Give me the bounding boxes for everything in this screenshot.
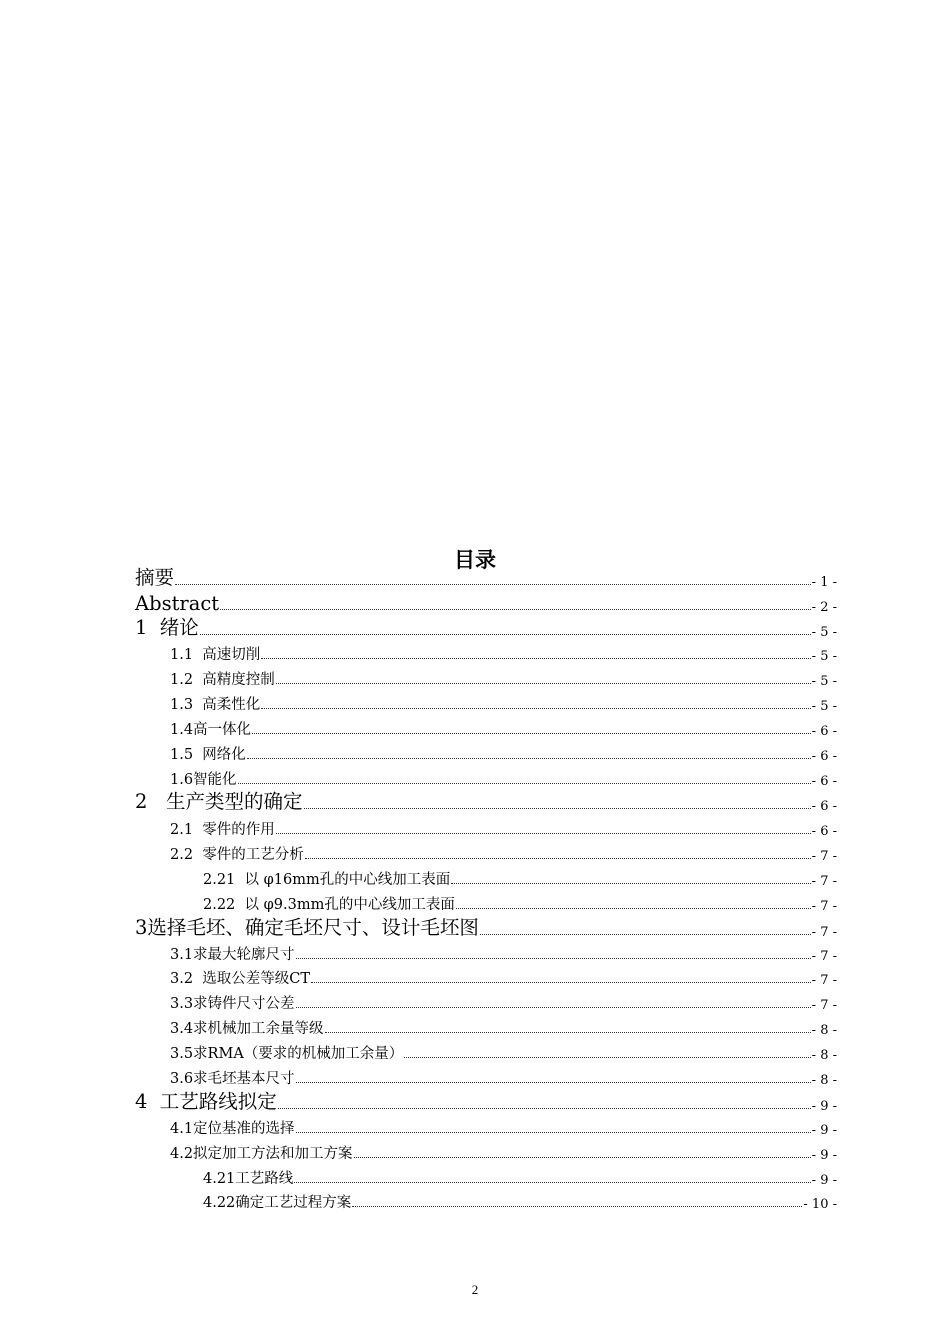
toc-entry[interactable] (170, 964, 837, 988)
toc-entry[interactable] (203, 890, 837, 914)
toc-entry[interactable] (170, 690, 837, 714)
toc-entry-label: 4.21工艺路线 (203, 1171, 294, 1187)
toc-entry-page: - 7 - (811, 973, 837, 988)
toc-entry-page: - 5 - (811, 699, 837, 714)
toc-entry[interactable] (135, 790, 837, 814)
toc-dot-leader (247, 758, 811, 759)
toc-entry[interactable] (135, 616, 837, 640)
toc-entry[interactable] (203, 1164, 837, 1188)
toc-dot-leader (276, 683, 811, 684)
toc-entry-page: - 9 - (811, 1123, 837, 1138)
toc-dot-leader (325, 1032, 811, 1033)
toc-entry-label: Abstract (135, 592, 220, 615)
toc-entry[interactable] (135, 916, 837, 940)
toc-entry-page: - 1 - (811, 575, 837, 590)
toc-entry[interactable] (170, 1014, 837, 1038)
toc-entry-label: 2.1 零件的作用 (170, 822, 275, 838)
toc-dot-leader (200, 634, 811, 635)
toc-entry-label: 4.2拟定加工方法和加工方案 (170, 1146, 353, 1162)
toc-entry-label: 2 生产类型的确定 (135, 790, 303, 813)
toc-entry-page: - 9 - (811, 1173, 837, 1188)
toc-entry-page: - 7 - (811, 949, 837, 964)
toc-entry-label: 3.6求毛坯基本尺寸 (170, 1071, 295, 1087)
toc-entry-label: 1 绪论 (135, 616, 199, 639)
toc-entry[interactable] (170, 1114, 837, 1138)
toc-entry[interactable] (203, 865, 837, 889)
toc-dot-leader (276, 833, 811, 834)
toc-entry-page: - 5 - (811, 625, 837, 640)
toc-entry-label: 1.3 高柔性化 (170, 697, 261, 713)
toc-dot-leader (451, 883, 810, 884)
toc-entry-page: - 6 - (811, 749, 837, 764)
toc-dot-leader (278, 1108, 811, 1109)
toc-dot-leader (352, 1206, 802, 1207)
toc-entry-label: 3.5求RMA（要求的机械加工余量） (170, 1046, 404, 1062)
toc-entry[interactable] (170, 1039, 837, 1063)
toc-entry-page: - 9 - (811, 1148, 837, 1163)
toc-dot-leader (354, 1157, 811, 1158)
toc-entry[interactable] (170, 665, 837, 689)
toc-entry-label: 1.2 高精度控制 (170, 672, 275, 688)
toc-entry-page: - 8 - (811, 1023, 837, 1038)
toc-entry-label: 1.5 网络化 (170, 747, 246, 763)
toc-entry-page: - 9 - (811, 1099, 837, 1114)
toc-dot-leader (220, 609, 811, 610)
toc-entry-page: - 5 - (811, 674, 837, 689)
toc-entry-label: 2.21 以 φ16mm孔的中心线加工表面 (203, 872, 451, 888)
toc-dot-leader (261, 658, 810, 659)
toc-dot-leader (404, 1057, 810, 1058)
toc-entry-page: - 6 - (811, 724, 837, 739)
toc-entry[interactable] (170, 815, 837, 839)
toc-entry-label: 1.6智能化 (170, 772, 237, 788)
toc-dot-leader (305, 858, 811, 859)
toc-entry-label: 2.22 以 φ9.3mm孔的中心线加工表面 (203, 897, 455, 913)
toc-entry[interactable] (135, 591, 837, 615)
toc-entry-page: - 7 - (811, 874, 837, 889)
toc-entry-page: - 7 - (811, 925, 837, 940)
toc-dot-leader (456, 908, 811, 909)
toc-entry-label: 1.1 高速切削 (170, 647, 261, 663)
toc-entry-label: 3.2 选取公差等级CT (170, 971, 311, 987)
toc-entry-label: 4.1定位基准的选择 (170, 1121, 295, 1137)
toc-entry-page: - 6 - (811, 824, 837, 839)
toc-entry[interactable] (135, 566, 837, 590)
toc-entry[interactable] (135, 1090, 837, 1114)
footer-page-number: 2 (471, 1282, 479, 1297)
toc-dot-leader (261, 708, 810, 709)
toc-dot-leader (296, 1132, 811, 1133)
toc-entry[interactable] (170, 940, 837, 964)
toc-dot-leader (480, 934, 811, 935)
toc-entry[interactable] (170, 740, 837, 764)
toc-entry[interactable] (170, 840, 837, 864)
toc-dot-leader (296, 1082, 811, 1083)
toc-dot-leader (252, 733, 811, 734)
toc-dot-leader (296, 958, 811, 959)
toc-entry-page: - 7 - (811, 899, 837, 914)
toc-entry-label: 1.4高一体化 (170, 722, 252, 738)
toc-entry-page: - 2 - (811, 600, 837, 615)
toc-dot-leader (304, 808, 811, 809)
toc-entry[interactable] (170, 715, 837, 739)
toc-entry-label: 4 工艺路线拟定 (135, 1090, 277, 1113)
toc-entry[interactable] (203, 1188, 837, 1212)
toc-entry-page: - 8 - (811, 1048, 837, 1063)
toc-entry-label: 4.22确定工艺过程方案 (203, 1195, 352, 1211)
toc-dot-leader (175, 584, 811, 585)
toc-entry-page: - 10 - (803, 1197, 837, 1212)
toc-dot-leader (311, 982, 811, 983)
toc-dot-leader (238, 783, 811, 784)
toc-dot-leader (296, 1007, 811, 1008)
toc-entry-page: - 7 - (811, 849, 837, 864)
toc-entry-label: 2.2 零件的工艺分析 (170, 847, 304, 863)
toc-entry-page: - 7 - (811, 998, 837, 1013)
toc-entry-label: 3选择毛坯、确定毛坯尺寸、设计毛坯图 (135, 916, 479, 939)
toc-entry[interactable] (170, 1064, 837, 1088)
toc-title: 目录 (454, 548, 496, 572)
toc-entry-page: - 8 - (811, 1073, 837, 1088)
toc-dot-leader (294, 1182, 810, 1183)
toc-entry-label: 3.1求最大轮廓尺寸 (170, 947, 295, 963)
toc-entry-page: - 5 - (811, 649, 837, 664)
toc-entry[interactable] (170, 989, 837, 1013)
toc-entry-label: 摘要 (135, 566, 175, 589)
toc-entry-page: - 6 - (811, 774, 837, 789)
toc-entry-label: 3.3求铸件尺寸公差 (170, 996, 295, 1012)
toc-entry-page: - 6 - (811, 799, 837, 814)
toc-entry[interactable] (170, 1139, 837, 1163)
toc-entry[interactable] (170, 640, 837, 664)
toc-entry-label: 3.4求机械加工余量等级 (170, 1021, 324, 1037)
